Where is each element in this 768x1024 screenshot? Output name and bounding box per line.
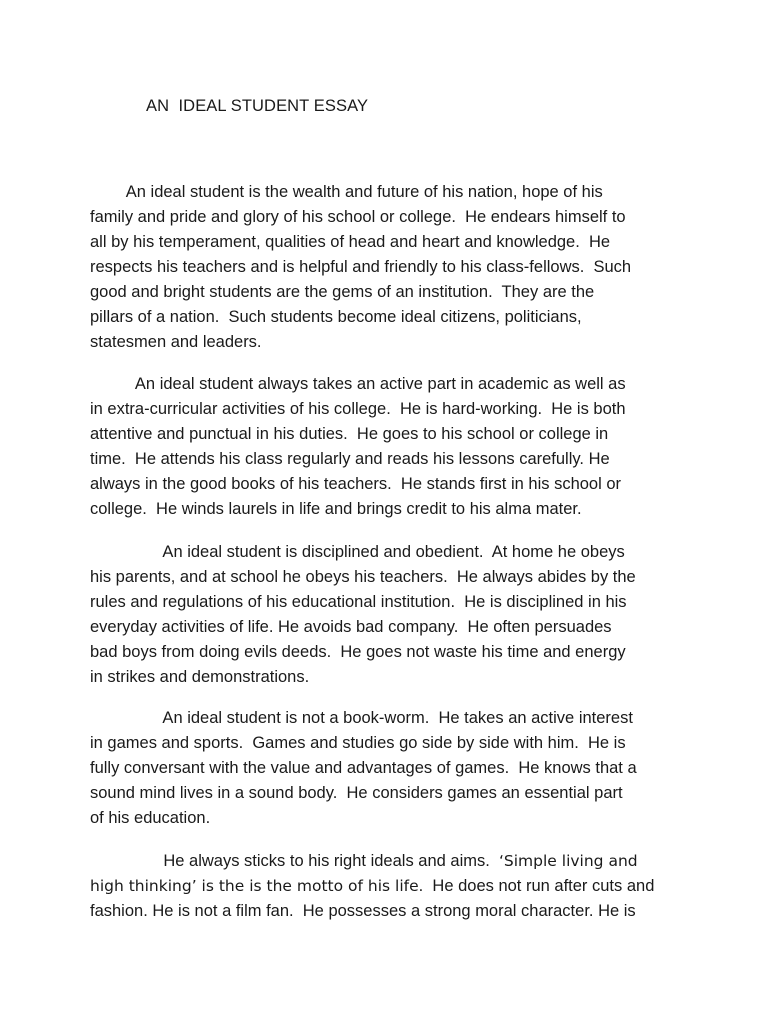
text-line: always in the good books of his teachers. He stands first in his school or: [90, 475, 622, 493]
text-line: fashion. He is not a film fan. He possesses a strong moral character. He is: [90, 902, 636, 920]
text-line: in games and sports. Games and studies go side by side with him. He is: [90, 734, 626, 752]
text-line: in strikes and demonstrations.: [90, 668, 310, 686]
quote-fragment: high thinking’ is the is the motto of his life: [90, 877, 419, 895]
text-line: sound mind lives in a sound body. He considers games an essential part: [90, 784, 623, 802]
text-line: good and bright students are the gems of an institution. They are the: [90, 283, 595, 301]
text-line: An ideal student is not a book-worm. He takes an active interest: [90, 709, 633, 727]
text-line: rules and regulations of his educational institution. He is disciplined in his: [90, 593, 627, 611]
text-line: family and pride and glory of his school or college. He endears himself to: [90, 208, 626, 226]
text-line: An ideal student always takes an active part in academic as well as: [90, 375, 626, 393]
text-line: [90, 849, 690, 874]
text-line: of his education.: [90, 809, 211, 827]
text-line: bad boys from doing evils deeds. He goes not waste his time and energy: [90, 643, 626, 661]
text-line: attentive and punctual in his duties. He goes to his school or college in: [90, 425, 609, 443]
text-line: college. He winds laurels in life and brings credit to his alma mater.: [90, 500, 582, 518]
text-line: his parents, and at school he obeys his teachers. He always abides by the: [90, 568, 636, 586]
text-line: pillars of a nation. Such students become ideal citizens, politicians,: [90, 308, 582, 326]
text-line: in extra-curricular activities of his college. He is hard-working. He is both: [90, 400, 626, 418]
text-line: respects his teachers and is helpful and friendly to his class-fellows. Such: [90, 258, 632, 276]
text-line: everyday activities of life. He avoids bad company. He often persuades: [90, 618, 612, 636]
text-line: time. He attends his class regularly and reads his lessons carefully. He: [90, 450, 610, 468]
text-line: An ideal student is the wealth and future of his nation, hope of his: [90, 183, 603, 201]
text-fragment: He always sticks to his right ideals and aims.: [90, 852, 499, 870]
text-line: statesmen and leaders.: [90, 333, 262, 351]
paragraph-5: [90, 849, 690, 924]
text-line: [90, 874, 690, 899]
page-title: AN IDEAL STUDENT ESSAY: [146, 97, 369, 115]
paragraph-2: [90, 372, 690, 522]
quote-fragment: ‘Simple living and: [498, 852, 638, 870]
text-line: all by his temperament, qualities of head and heart and knowledge. He: [90, 233, 611, 251]
text-line: fully conversant with the value and advantages of games. He knows that a: [90, 759, 637, 777]
paragraph-3: [90, 540, 690, 690]
paragraph-4: [90, 706, 690, 831]
paragraph-1: [90, 180, 690, 355]
text-fragment: . He does not run after cuts and: [418, 877, 655, 895]
text-line: An ideal student is disciplined and obedient. At home he obeys: [90, 543, 625, 561]
